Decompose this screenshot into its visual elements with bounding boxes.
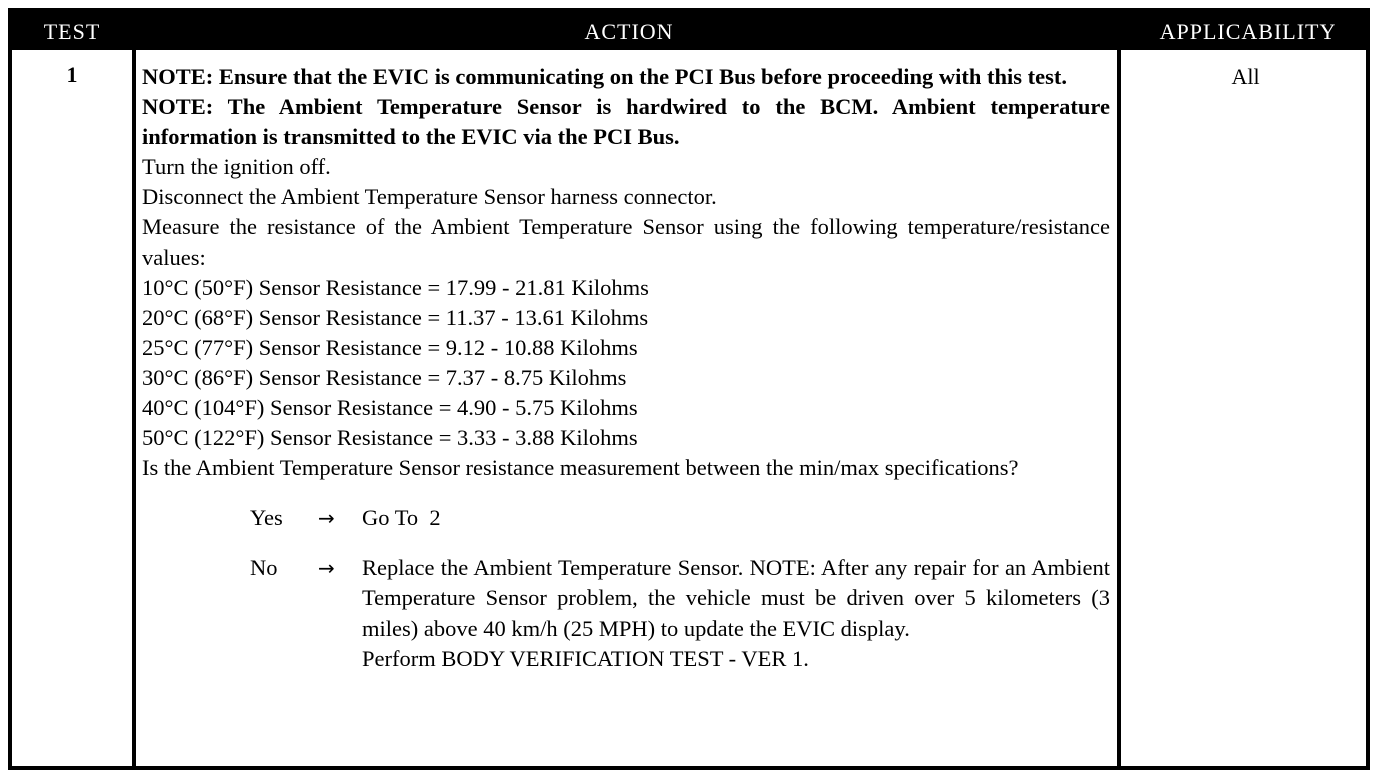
header-applicability: APPLICABILITY [1159, 19, 1337, 44]
resistance-value: 10°C (50°F) Sensor Resistance = 17.99 - 21.81 Kilohms [142, 274, 649, 300]
action-cell [142, 62, 1110, 674]
header-action: ACTION [584, 19, 674, 44]
applicability-value: All [1231, 64, 1260, 89]
right-arrow-icon: → [318, 556, 335, 581]
note-pci-bus: NOTE: Ensure that the EVIC is communicating on the PCI Bus before proceeding with this test. [142, 64, 1068, 89]
column-divider [132, 50, 136, 766]
no-action: Replace the Ambient Temperature Sensor. NOTE: After any repair for an Ambient Temperature Sensor problem, the vehicle must be driven over 5 kilometers (3 miles) above 40 km/h (25 MPH) to update the EVIC display. [362, 555, 1110, 641]
right-arrow-icon: → [318, 506, 335, 531]
yes-action: Go To 2 [362, 505, 441, 531]
column-divider [1117, 50, 1121, 766]
resistance-value: 50°C (122°F) Sensor Resistance = 3.33 - 3.88 Kilohms [142, 425, 638, 451]
table-header [12, 12, 1366, 50]
resistance-value: 20°C (68°F) Sensor Resistance = 11.37 - 13.61 Kilohms [142, 304, 649, 330]
step-measure-resistance: Measure the resistance of the Ambient Temperature Sensor using the following temperature/resistance values: [142, 214, 1110, 270]
yes-label: Yes [250, 505, 283, 531]
resistance-value: 25°C (77°F) Sensor Resistance = 9.12 - 10.88 Kilohms [142, 334, 638, 360]
step-disconnect-connector: Disconnect the Ambient Temperature Sensor harness connector. [142, 184, 717, 210]
step-ignition-off: Turn the ignition off. [142, 154, 331, 180]
yes-branch [142, 503, 1110, 533]
test-number: 1 [66, 62, 78, 87]
diagnostic-test-table [8, 8, 1370, 770]
question: Is the Ambient Temperature Sensor resistance measurement between the min/max specifications? [142, 455, 1019, 481]
resistance-value: 40°C (104°F) Sensor Resistance = 4.90 - 5.75 Kilohms [142, 395, 638, 421]
no-branch [142, 553, 1110, 673]
note-ambient-sensor: NOTE: The Ambient Temperature Sensor is hardwired to the BCM. Ambient temperature information is transmitted to the EVIC via the PCI Bus. [142, 94, 1110, 150]
no-verification: Perform BODY VERIFICATION TEST - VER 1. [362, 645, 809, 671]
no-label: No [250, 555, 278, 581]
resistance-value: 30°C (86°F) Sensor Resistance = 7.37 - 8.75 Kilohms [142, 364, 627, 390]
header-test: TEST [43, 19, 101, 44]
